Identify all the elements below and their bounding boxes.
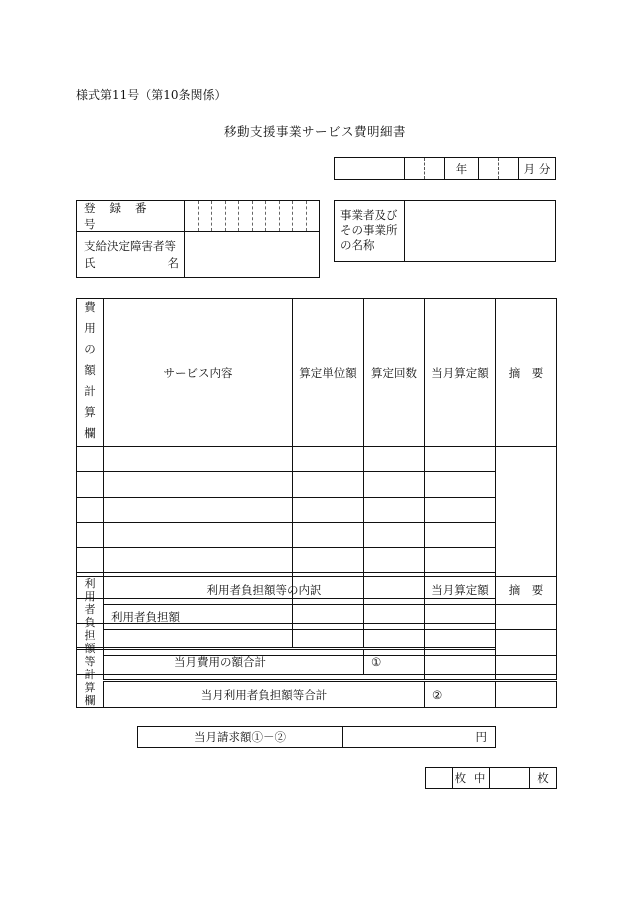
side-label-char: 算 — [84, 681, 96, 694]
side-label-char: 費 — [84, 300, 96, 314]
side-label-char: 額 — [84, 363, 96, 377]
cost-cell[interactable] — [104, 447, 293, 472]
header-burden-remarks: 摘 要 — [496, 577, 557, 605]
cost-cell[interactable] — [293, 472, 364, 497]
header-burden-breakdown: 利用者負担額等の内訳 — [104, 577, 425, 605]
cost-cell[interactable] — [77, 548, 104, 573]
burden-total-marker[interactable]: ② — [425, 681, 496, 708]
cost-cell[interactable] — [425, 447, 496, 472]
side-label-char: 用 — [84, 590, 96, 603]
recipient-name-label: 支給決定障害者等 氏 名 — [77, 232, 185, 277]
period-box — [334, 157, 556, 180]
registration-number-digits[interactable] — [185, 201, 319, 231]
side-label-char: 用 — [84, 321, 96, 335]
burden-total-remarks[interactable] — [496, 681, 557, 708]
side-label-char: 者 — [84, 603, 96, 616]
burden-cell[interactable] — [104, 630, 425, 656]
cost-cell[interactable] — [425, 522, 496, 547]
side-label-char: 等 — [84, 655, 96, 668]
burden-cell[interactable] — [496, 604, 557, 630]
burden-row-label: 利用者負担額 — [104, 604, 425, 630]
cost-cell[interactable] — [77, 447, 104, 472]
yen-unit: 円 — [475, 730, 487, 744]
side-label-char: 額 — [84, 642, 96, 655]
side-label-char: の — [84, 342, 96, 356]
cost-cell[interactable] — [77, 522, 104, 547]
page-of-label: 枚 中 — [453, 768, 490, 788]
burden-cell[interactable] — [104, 655, 425, 681]
cost-cell[interactable] — [77, 472, 104, 497]
side-label-char: 計 — [84, 384, 96, 398]
cost-cell[interactable] — [364, 472, 425, 497]
registration-box — [76, 200, 320, 278]
cost-row — [77, 522, 557, 547]
cost-total-marker[interactable]: ① — [364, 649, 425, 675]
cost-row — [77, 497, 557, 522]
cost-cell[interactable] — [425, 548, 496, 573]
cost-cell[interactable] — [364, 447, 425, 472]
burden-calculation-table — [76, 576, 557, 708]
month-label: 月 分 — [523, 161, 551, 176]
period-blank[interactable] — [335, 158, 405, 179]
header-count: 算定回数 — [364, 299, 425, 447]
cost-cell[interactable] — [104, 522, 293, 547]
header-monthly-amount: 当月算定額 — [425, 299, 496, 447]
request-amount-box — [137, 726, 496, 748]
cost-cell[interactable] — [364, 522, 425, 547]
cost-row — [77, 447, 557, 472]
side-label-char: 欄 — [84, 426, 96, 440]
year-label: 年 — [445, 158, 479, 179]
header-unit-amount: 算定単位額 — [293, 299, 364, 447]
header-service: サービス内容 — [104, 299, 293, 447]
cost-cell[interactable] — [293, 447, 364, 472]
cost-cell[interactable] — [104, 497, 293, 522]
month-digit-2[interactable] — [499, 158, 519, 179]
form-number: 様式第11号（第10条関係） — [76, 88, 227, 102]
burden-cell[interactable] — [496, 630, 557, 656]
cost-cell[interactable] — [293, 497, 364, 522]
header-remarks: 摘 要 — [496, 299, 557, 447]
burden-side-label — [77, 577, 104, 708]
page-total-field[interactable] — [490, 768, 530, 788]
year-digit-1[interactable] — [405, 158, 425, 179]
cost-cell[interactable] — [364, 497, 425, 522]
burden-cell[interactable] — [425, 630, 496, 656]
side-label-char: 算 — [84, 405, 96, 419]
page-sheet-label: 枚 — [537, 771, 549, 785]
month-digit-1[interactable] — [479, 158, 499, 179]
burden-total-label: 当月利用者負担額等合計 — [104, 681, 425, 708]
registration-number-label: 登録番号 — [77, 201, 185, 231]
cost-cell[interactable] — [77, 497, 104, 522]
side-label-char: 計 — [84, 668, 96, 681]
page-current-field[interactable] — [426, 768, 453, 788]
company-name-label: 事業者及び その事業所 の名称 — [335, 201, 405, 261]
side-label-char: 負 — [84, 616, 96, 629]
burden-cell[interactable] — [425, 604, 496, 630]
cost-cell[interactable] — [293, 522, 364, 547]
header-burden-monthly: 当月算定額 — [425, 577, 496, 605]
request-amount-label: 当月請求額①－② — [138, 727, 343, 747]
page-count-box — [425, 767, 557, 789]
cost-cell[interactable] — [293, 548, 364, 573]
side-label-char: 担 — [84, 629, 96, 642]
page-title: 移動支援事業サービス費明細書 — [223, 124, 406, 139]
side-label-char: 利 — [84, 577, 96, 590]
cost-total-label: 当月費用の額合計 — [77, 649, 364, 675]
burden-cell[interactable] — [425, 655, 496, 681]
cost-cell[interactable] — [364, 548, 425, 573]
burden-cell[interactable] — [496, 655, 557, 681]
cost-row — [77, 548, 557, 573]
year-digit-2[interactable] — [425, 158, 445, 179]
cost-side-label — [77, 299, 104, 447]
cost-cell[interactable] — [425, 497, 496, 522]
request-amount-field[interactable] — [343, 727, 495, 747]
side-label-char: 欄 — [84, 694, 96, 707]
cost-cell[interactable] — [104, 472, 293, 497]
cost-cell[interactable] — [104, 548, 293, 573]
cost-row — [77, 472, 557, 497]
cost-cell[interactable] — [425, 472, 496, 497]
company-box — [334, 200, 556, 262]
